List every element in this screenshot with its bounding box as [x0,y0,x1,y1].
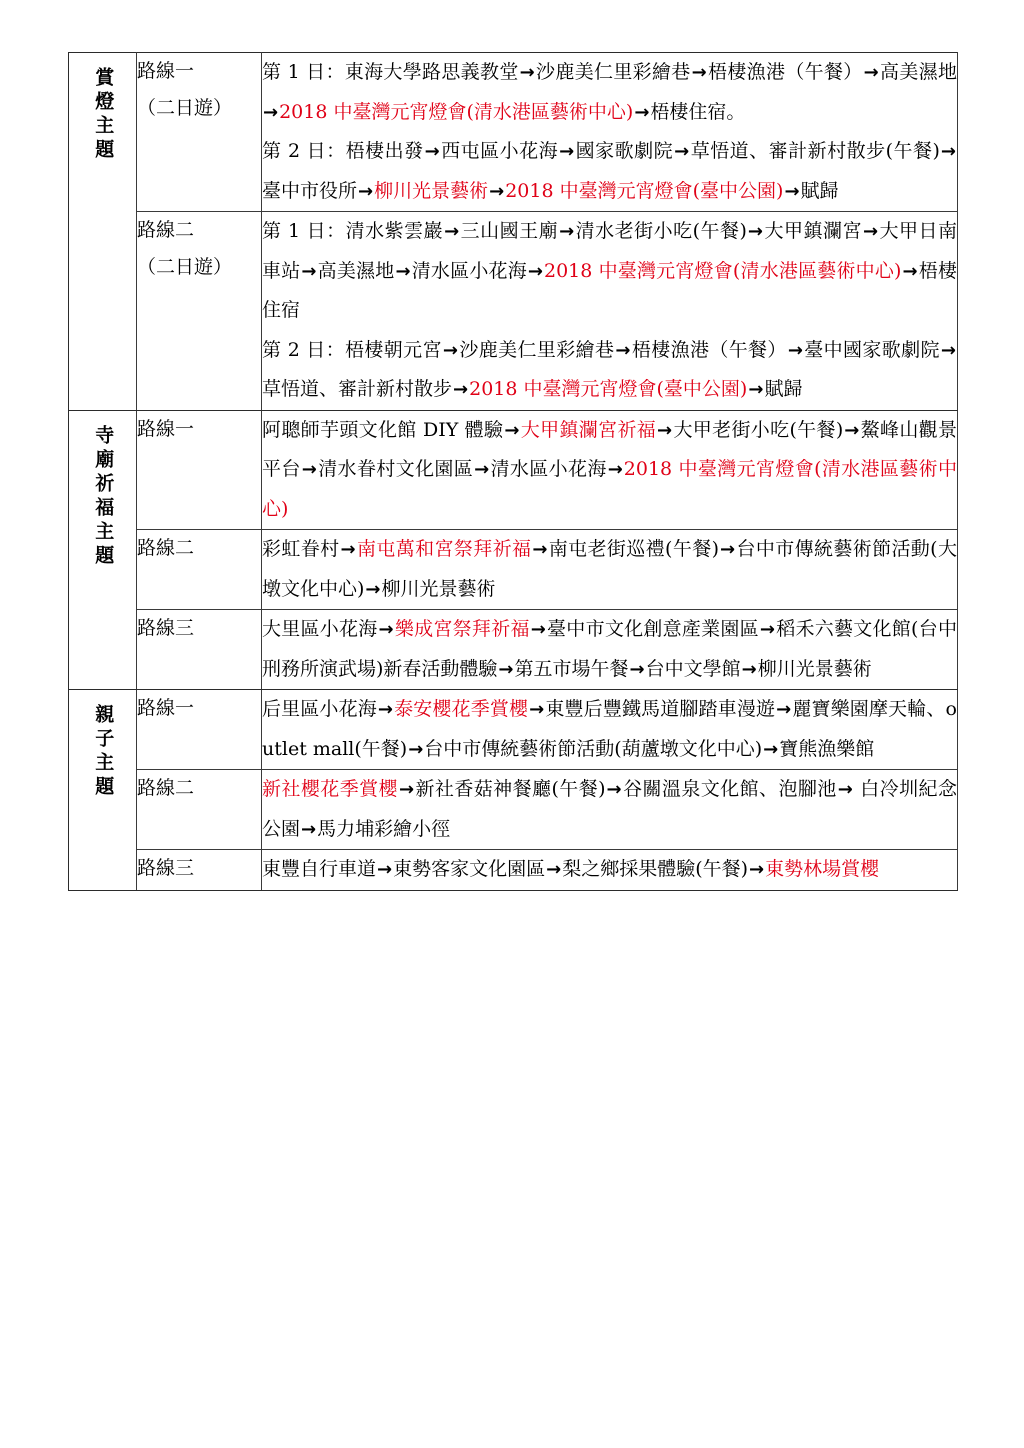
itinerary-text: 第 2 日：梧棲出發 [262,140,424,163]
itinerary-text: 阿聰師芋頭文化館 DIY 體驗 [262,418,504,441]
arrow-icon: → [763,738,779,760]
arrow-icon: → [378,619,394,641]
itinerary-text: 大甲鎮瀾宮 [764,220,862,243]
arrow-icon: → [940,339,956,361]
arrow-icon: → [377,859,393,881]
arrow-icon: → [784,180,800,202]
route-name-cell [137,690,262,770]
highlight-text: 2018 中臺灣元宵燈會(臺中公園) [469,378,748,401]
arrow-icon: → [837,779,853,801]
itinerary-text: 谷關溫泉文化館、泡腳池 [622,778,837,801]
route-name: 路線二 [137,777,195,800]
route-name-cell [137,610,262,690]
itinerary-cell [262,610,958,690]
route-name: 路線三 [137,857,195,880]
itinerary-text: 賦歸 [764,378,803,401]
route-name: 路線二 [137,537,195,560]
table-row [69,410,958,530]
arrow-icon: → [358,180,374,202]
itinerary-text: 梧棲漁港（午餐） [707,61,863,83]
arrow-icon: → [634,101,650,123]
itinerary-text: 沙鹿美仁里彩繪巷 [459,338,615,361]
arrow-icon: → [489,180,505,202]
arrow-icon: → [607,459,623,481]
highlight-text: 東勢林場賞櫻 [765,858,880,881]
theme-label: 寺廟祈福主題 [92,424,115,569]
itinerary-text: 后里區小花海 [262,698,377,721]
itinerary-line [262,53,957,132]
arrow-icon: → [559,141,575,163]
itinerary-text: 梧棲住宿。 [650,100,746,123]
itinerary-line [262,850,957,890]
arrow-icon: → [498,658,514,680]
arrow-icon: → [408,738,424,760]
highlight-text: 泰安櫻花季賞櫻 [393,698,529,721]
theme-label-cell [69,410,137,690]
arrow-icon: → [340,539,356,561]
table-body [69,53,958,891]
highlight-text: 大甲鎮瀾宮祈福 [520,418,657,441]
arrow-icon: → [519,62,535,83]
arrow-icon: → [719,539,736,561]
arrow-icon: → [532,539,548,561]
table-row [69,850,958,891]
arrow-icon: → [546,859,562,881]
itinerary-text: 稻禾六藝文化館(台中刑務所演武場)新春活動體驗 [262,618,957,680]
highlight-text: 2018 中臺灣元宵燈會(清水港區藝術中心) [262,458,957,520]
itinerary-text: 東勢客家文化園區 [393,858,546,881]
table-row [69,610,958,690]
itinerary-cell [262,530,958,610]
arrow-icon: → [377,699,393,721]
table-row [69,212,958,411]
highlight-text: 樂成宮祭拜祈福 [394,618,530,641]
highlight-text: 南屯萬和宮祭拜祈福 [356,538,532,561]
itinerary-text: 彩虹眷村 [262,538,340,561]
arrow-icon: → [748,379,764,401]
arrow-icon: → [759,619,775,641]
itinerary-line [262,132,957,211]
itinerary-cell [262,850,958,891]
arrow-icon: → [657,419,673,441]
route-name-cell [137,212,262,411]
table-row [69,770,958,850]
itinerary-text: 臺中市文化創意產業園區 [546,618,759,641]
arrow-icon: → [442,339,458,361]
itinerary-text: 清水區小花海 [411,259,527,282]
arrow-icon: → [902,260,918,282]
itinerary-text: 梧棲住宿 [262,259,957,322]
itinerary-text: 大甲日南車站 [262,220,957,282]
itinerary-text: 第 1 日：清水紫雲巖 [262,220,444,243]
highlight-text: 2018 中臺灣元宵燈會(清水港區藝術中心) [279,100,634,123]
arrow-icon: → [444,221,460,243]
route-table [68,52,958,891]
itinerary-text: 梨之鄉採果體驗(午餐) [562,858,749,881]
arrow-icon: → [301,260,317,282]
route-name-cell [137,770,262,850]
theme-label: 親子主題 [92,704,115,801]
itinerary-text: 臺中國家歌劇院 [803,338,940,361]
route-duration: （二日遊） [137,97,233,120]
arrow-icon: → [424,141,440,163]
itinerary-text: 高美濕地 [879,61,957,83]
arrow-icon: → [474,459,490,481]
table-row [69,530,958,610]
itinerary-text: 台中市傳統藝術節活動(大墩文化中心) [262,538,957,600]
arrow-icon: → [263,101,279,123]
arrow-icon: → [615,339,631,361]
route-name: 路線二 [137,219,195,242]
arrow-icon: → [776,699,792,721]
arrow-icon: → [504,419,520,441]
itinerary-text: 寶熊漁樂館 [779,737,875,760]
arrow-icon: → [530,619,546,641]
itinerary-cell [262,53,958,212]
itinerary-text: 大甲老街小吃(午餐) [673,418,844,441]
arrow-icon: → [301,459,317,481]
table-row [69,53,958,212]
route-name-cell [137,53,262,212]
itinerary-line [262,770,957,849]
arrow-icon: → [691,62,707,83]
route-name-cell [137,530,262,610]
itinerary-text: 高美濕地 [317,259,395,282]
route-name: 路線一 [137,417,195,440]
arrow-icon: → [863,62,879,83]
arrow-icon: → [301,818,317,840]
itinerary-line [262,411,957,530]
route-name: 路線三 [137,617,195,640]
theme-label-cell [69,53,137,411]
itinerary-line [262,690,957,769]
itinerary-text: 東豐自行車道 [262,858,377,881]
itinerary-text: 台中市傳統藝術節活動(葫蘆墩文化中心) [424,737,763,760]
route-name-cell [137,850,262,891]
itinerary-text: 鰲峰山觀景平台 [262,418,957,481]
theme-label: 賞燈主題 [92,67,115,163]
itinerary-text: 草悟道、審計新村散步 [262,378,453,401]
arrow-icon: → [749,859,765,881]
route-name-cell [137,410,262,530]
table-row [69,690,958,770]
arrow-icon: → [398,779,415,801]
highlight-text: 柳川光景藝術 [374,179,489,202]
arrow-icon: → [629,658,645,680]
itinerary-text: 柳川光景藝術 [381,577,496,600]
itinerary-text: 第五市場午餐 [514,657,629,680]
itinerary-text: 南屯老街巡禮(午餐) [548,538,719,561]
arrow-icon: → [559,221,575,243]
route-name: 路線一 [137,697,195,720]
itinerary-text: 麗寶樂園摩天輪、outlet mall(午餐) [262,698,957,760]
arrow-icon: → [844,419,860,441]
itinerary-line [262,610,957,689]
itinerary-text: 東豐后豐鐵馬道腳踏車漫遊 [545,698,776,721]
arrow-icon: → [674,141,690,163]
itinerary-text: 三山國王廟 [460,220,559,243]
itinerary-text: 台中文學館 [645,657,741,680]
arrow-icon: → [365,578,381,600]
itinerary-text: 清水眷村文化園區 [317,458,474,481]
itinerary-text: 賦歸 [800,179,839,202]
itinerary-text: 草悟道、審計新村散步(午餐) [690,140,940,163]
itinerary-text: 梧棲漁港（午餐） [631,338,787,361]
itinerary-text: 大里區小花海 [262,618,378,641]
itinerary-text: 清水老街小吃(午餐) [575,220,747,243]
highlight-text: 2018 中臺灣元宵燈會(臺中公園) [505,179,784,202]
arrow-icon: → [453,379,469,401]
itinerary-text: 柳川光景藝術 [757,657,872,680]
arrow-icon: → [606,779,622,801]
itinerary-text: 第 2 日：梧棲朝元宮 [262,338,442,361]
highlight-text: 2018 中臺灣元宵燈會(清水港區藝術中心) [543,259,902,282]
itinerary-cell [262,410,958,530]
arrow-icon: → [395,260,411,282]
arrow-icon: → [787,339,803,361]
arrow-icon: → [529,699,545,721]
arrow-icon: → [747,221,763,243]
itinerary-cell [262,212,958,411]
arrow-icon: → [741,658,757,680]
route-name: 路線一 [137,60,195,82]
theme-label-cell [69,690,137,891]
itinerary-text: 第 1 日：東海大學路思義教堂 [262,61,519,83]
itinerary-text: 西屯區小花海 [440,140,559,163]
itinerary-text: 臺中市役所 [262,179,358,202]
itinerary-cell [262,770,958,850]
arrow-icon: → [862,221,879,243]
arrow-icon: → [527,260,543,282]
route-duration: （二日遊） [137,256,233,279]
itinerary-line [262,212,957,331]
itinerary-line [262,530,957,609]
arrow-icon: → [940,141,956,163]
itinerary-text: 沙鹿美仁里彩繪巷 [535,61,691,83]
itinerary-text: 馬力埔彩繪小徑 [317,817,451,840]
itinerary-text: 清水區小花海 [490,458,607,481]
itinerary-line [262,331,957,410]
itinerary-text: 白冷圳紀念公園 [262,778,957,840]
itinerary-cell [262,690,958,770]
itinerary-text: 國家歌劇院 [575,140,674,163]
itinerary-text: 新社香菇神餐廳(午餐) [415,778,606,801]
highlight-text: 新社櫻花季賞櫻 [262,778,398,801]
